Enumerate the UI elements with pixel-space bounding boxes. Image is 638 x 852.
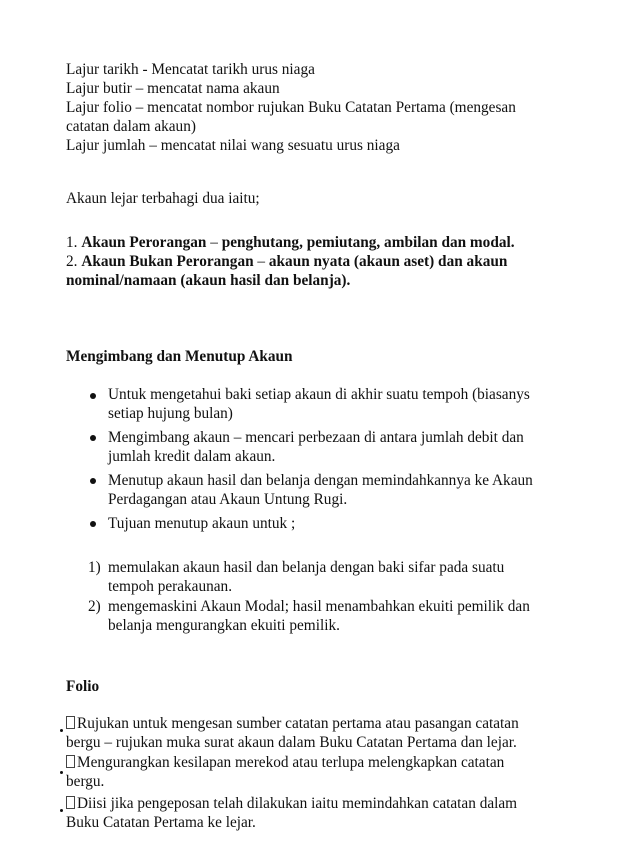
section-heading: Folio <box>66 678 100 695</box>
folio-item-cont: Buku Catatan Pertama ke lejar. <box>66 814 256 831</box>
bullet-item-cont: jumlah kredit dalam akaun. <box>108 448 276 465</box>
bullet-item: Mengimbang akaun – mencari perbezaan di antara jumlah debit dan <box>108 429 524 446</box>
numbered-item: mengemaskini Akaun Modal; hasil menambahkan ekuiti pemilik dan <box>108 598 530 615</box>
bullet-item: Menutup akaun hasil dan belanja dengan memindahkannya ke Akaun <box>108 472 533 489</box>
folio-dot <box>60 771 63 774</box>
lajur-line: Lajur butir – mencatat nama akaun <box>66 80 280 97</box>
akaun-intro: Akaun lejar terbahagi dua iaitu; <box>66 190 260 207</box>
bullet-item: Tujuan menutup akaun untuk ; <box>108 515 296 532</box>
numbered-item: memulakan akaun hasil dan belanja dengan baki sifar pada suatu <box>108 559 505 576</box>
bullet-dot <box>90 478 96 484</box>
missing-glyph-icon <box>66 796 75 809</box>
missing-glyph-icon <box>66 755 75 768</box>
folio-item: Mengurangkan kesilapan merekod atau terlupa melengkapkan catatan <box>66 753 504 772</box>
lajur-line: Lajur folio – mencatat nombor rujukan Buku Catatan Pertama (mengesan <box>66 99 516 116</box>
akaun-item: 2. Akaun Bukan Perorangan – akaun nyata (akaun aset) dan akaun <box>66 253 508 270</box>
akaun-item: 1. Akaun Perorangan – penghutang, pemiutang, ambilan dan modal. <box>66 234 515 251</box>
bullet-item-cont: Perdagangan atau Akaun Untung Rugi. <box>108 491 348 508</box>
missing-glyph-icon <box>66 716 75 729</box>
folio-item-cont: bergu. <box>66 773 105 790</box>
numbered-item-cont: belanja mengurangkan ekuiti pemilik. <box>108 617 340 634</box>
bullet-item: Untuk mengetahui baki setiap akaun di akhir suatu tempoh (biasanys <box>108 386 530 403</box>
bullet-dot <box>90 435 96 441</box>
bullet-item-cont: setiap hujung bulan) <box>108 405 233 422</box>
folio-dot <box>60 809 63 812</box>
lajur-line: Lajur jumlah – mencatat nilai wang sesuatu urus niaga <box>66 137 400 154</box>
folio-item-cont: bergu – rujukan muka surat akaun dalam Buku Catatan Pertama dan lejar. <box>66 734 517 751</box>
folio-item: Diisi jika pengeposan telah dilakukan iaitu memindahkan catatan dalam <box>66 794 517 813</box>
section-heading: Mengimbang dan Menutup Akaun <box>66 348 293 365</box>
lajur-line: catatan dalam akaun) <box>66 118 196 135</box>
numbered-item-cont: tempoh perakaunan. <box>108 578 233 595</box>
akaun-item-cont: nominal/namaan (akaun hasil dan belanja). <box>66 272 351 289</box>
numbered-label: 2) <box>88 598 101 615</box>
bullet-dot <box>90 393 96 399</box>
bullet-dot <box>90 521 96 527</box>
numbered-label: 1) <box>88 559 101 576</box>
folio-item: Rujukan untuk mengesan sumber catatan pertama atau pasangan catatan <box>66 714 519 733</box>
lajur-line: Lajur tarikh - Mencatat tarikh urus niaga <box>66 61 315 78</box>
folio-dot <box>60 729 63 732</box>
